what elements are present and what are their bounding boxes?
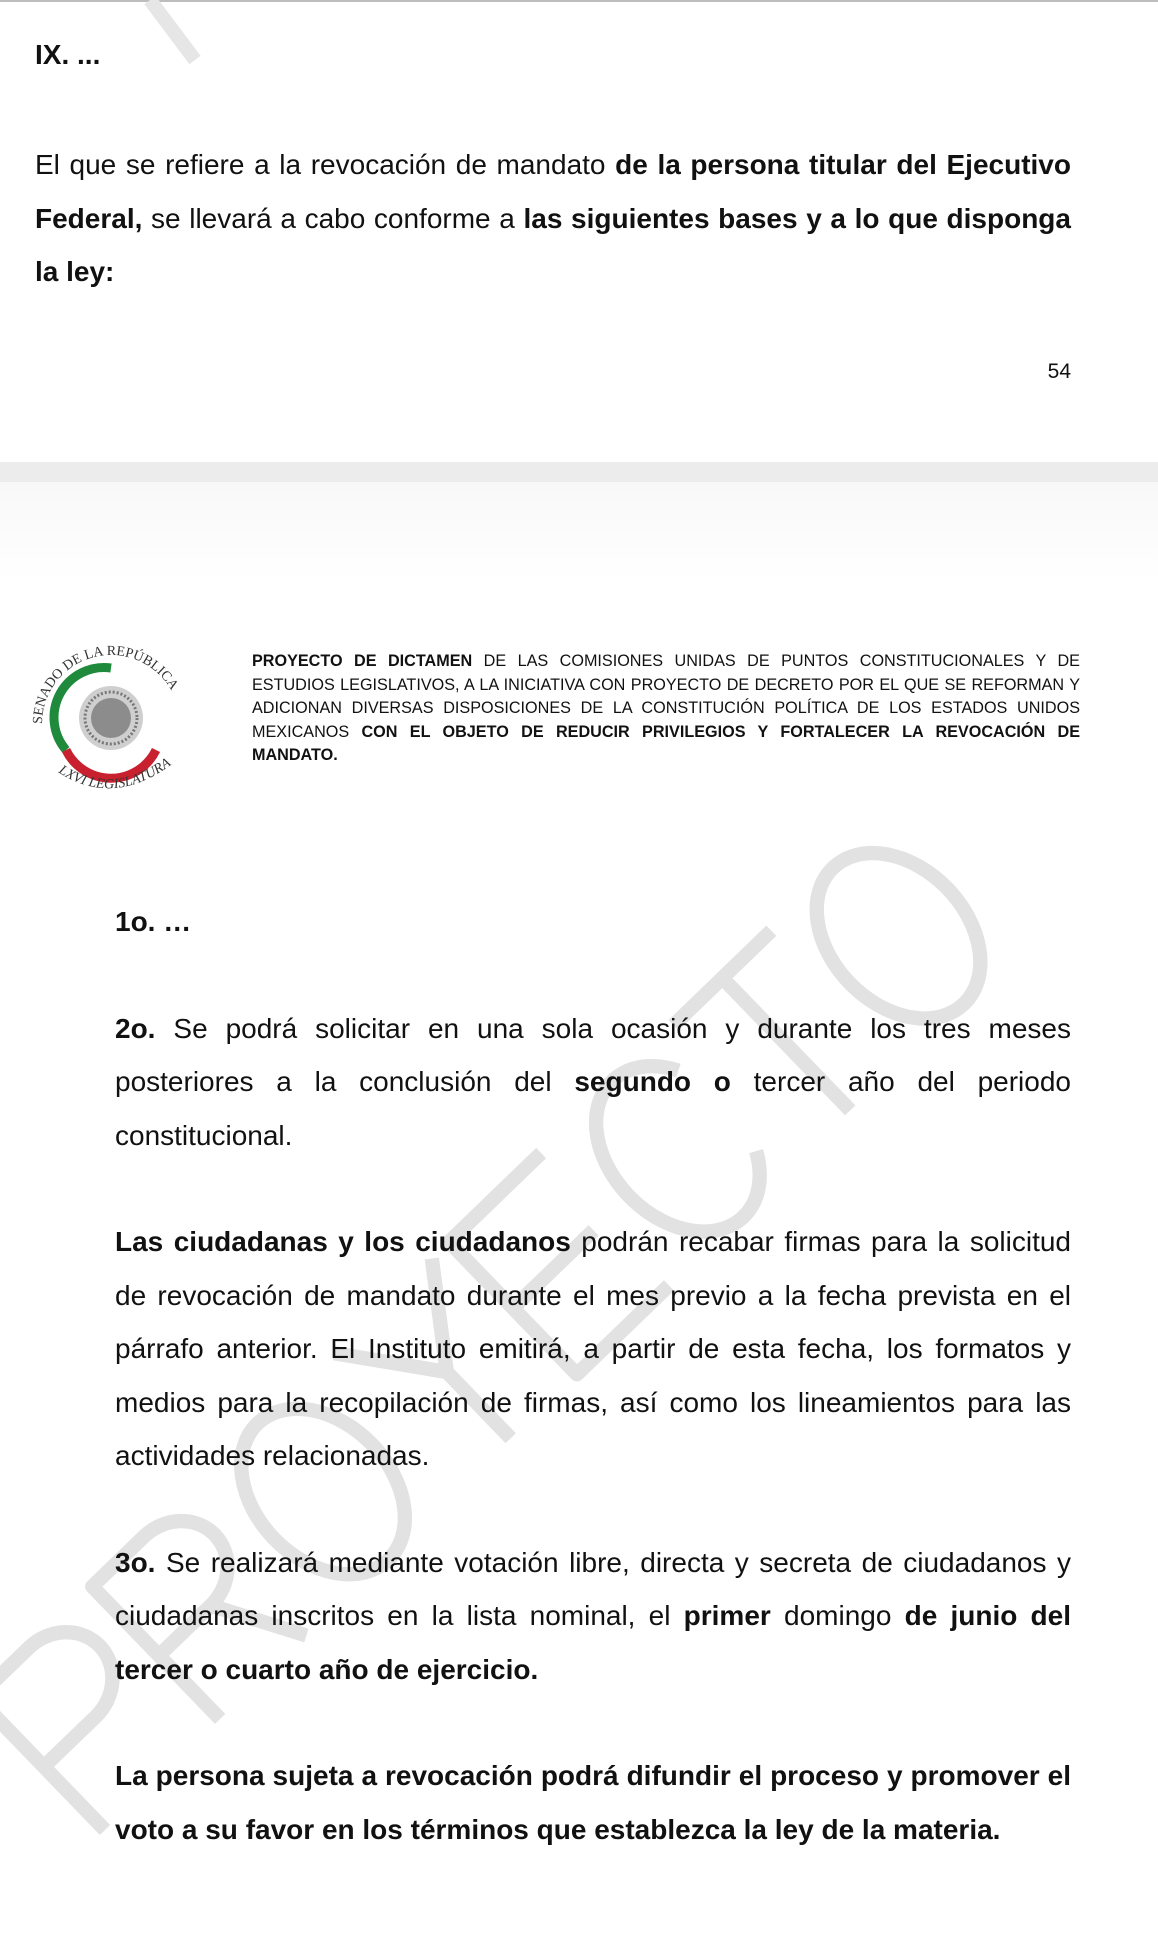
paragraph-firmas bbox=[115, 1215, 1071, 1483]
text-run: Se realizará mediante votación libre, directa y secreta de ciudadanos y ciudadanas inscritos en la lista nominal, el bbox=[115, 1546, 1071, 1631]
bold-text: Las ciudadanas y los ciudadanos bbox=[115, 1226, 571, 1257]
document-body bbox=[115, 895, 1071, 1909]
text-run: DE LAS COMISIONES UNIDAS DE PUNTOS CONSTITUCIONALES Y DE ESTUDIOS LEGISLATIVOS, A LA INICIATIVA CON PROYECTO DE DECRETO POR EL QUE SE REFORMAN Y ADICIONAN DIVERSAS DISPOSICIONES DE LA CONSTITUCIÓN POLÍTICA DE LOS ESTADOS UNIDOS MEXICANOS bbox=[252, 652, 1080, 741]
page-background bbox=[0, 482, 1158, 582]
paragraph-1o bbox=[115, 895, 1071, 949]
paragraph-2o bbox=[115, 1002, 1071, 1163]
svg-text:SENADO DE LA REPÚBLICA: SENADO DE LA REPÚBLICA bbox=[30, 643, 181, 725]
bold-text: de junio del tercer o cuarto año de ejercicio. bbox=[115, 1600, 1072, 1685]
bold-text: CON EL OBJETO DE REDUCIR PRIVILEGIOS Y FORTALECER LA REVOCACIÓN DE MANDATO. bbox=[252, 722, 1080, 764]
bold-text: segundo o bbox=[574, 1066, 731, 1097]
text-run: se llevará a cabo conforme a bbox=[142, 202, 524, 234]
bold-text: La persona sujeta a revocación podrá difundir el proceso y promover el voto a su favor en los términos que establezca la ley de la materia. bbox=[115, 1760, 1071, 1845]
bold-text: primer bbox=[683, 1600, 771, 1631]
top-border bbox=[0, 0, 1158, 2]
svg-text:LXVI LEGISLATURA: LXVI LEGISLATURA bbox=[55, 755, 174, 793]
bold-text: 3o. bbox=[115, 1546, 156, 1578]
section-heading: IX. ... bbox=[35, 39, 101, 70]
watermark-fragment bbox=[150, 0, 195, 60]
bold-text: PROYECTO DE DICTAMEN bbox=[252, 652, 473, 670]
text-run: domingo bbox=[770, 1600, 905, 1631]
bold-text: las siguientes bases y a lo que disponga la ley: bbox=[35, 202, 1071, 287]
document-header bbox=[252, 650, 1080, 768]
paragraph-3o bbox=[115, 1536, 1071, 1697]
text-run: tercer año del periodo constitucional. bbox=[115, 1066, 1071, 1151]
page-separator bbox=[0, 462, 1158, 482]
senate-logo bbox=[28, 632, 194, 798]
text-run: Se podrá solicitar en una sola ocasión y durante los tres meses posteriores a la conclusión del bbox=[115, 1012, 1071, 1097]
intro-paragraph bbox=[35, 138, 1071, 299]
bold-text: 1o. … bbox=[115, 906, 192, 937]
page-number: 54 bbox=[1047, 360, 1071, 383]
bold-text: de la persona titular del Ejecutivo Federal, bbox=[35, 149, 1071, 234]
text-run: El que se refiere a la revocación de mandato bbox=[35, 149, 616, 180]
bold-text: 2o. bbox=[115, 1012, 156, 1044]
text-run: podrán recabar firmas para la solicitud de revocación de mandato durante el mes previo a la fecha prevista en el párrafo anterior. El Instituto emitirá, a partir de esta fecha, los formatos y medios para la recopilación de firmas, así como los lineamientos para las actividades relacionadas. bbox=[115, 1226, 1071, 1471]
paragraph-difusion bbox=[115, 1749, 1071, 1856]
